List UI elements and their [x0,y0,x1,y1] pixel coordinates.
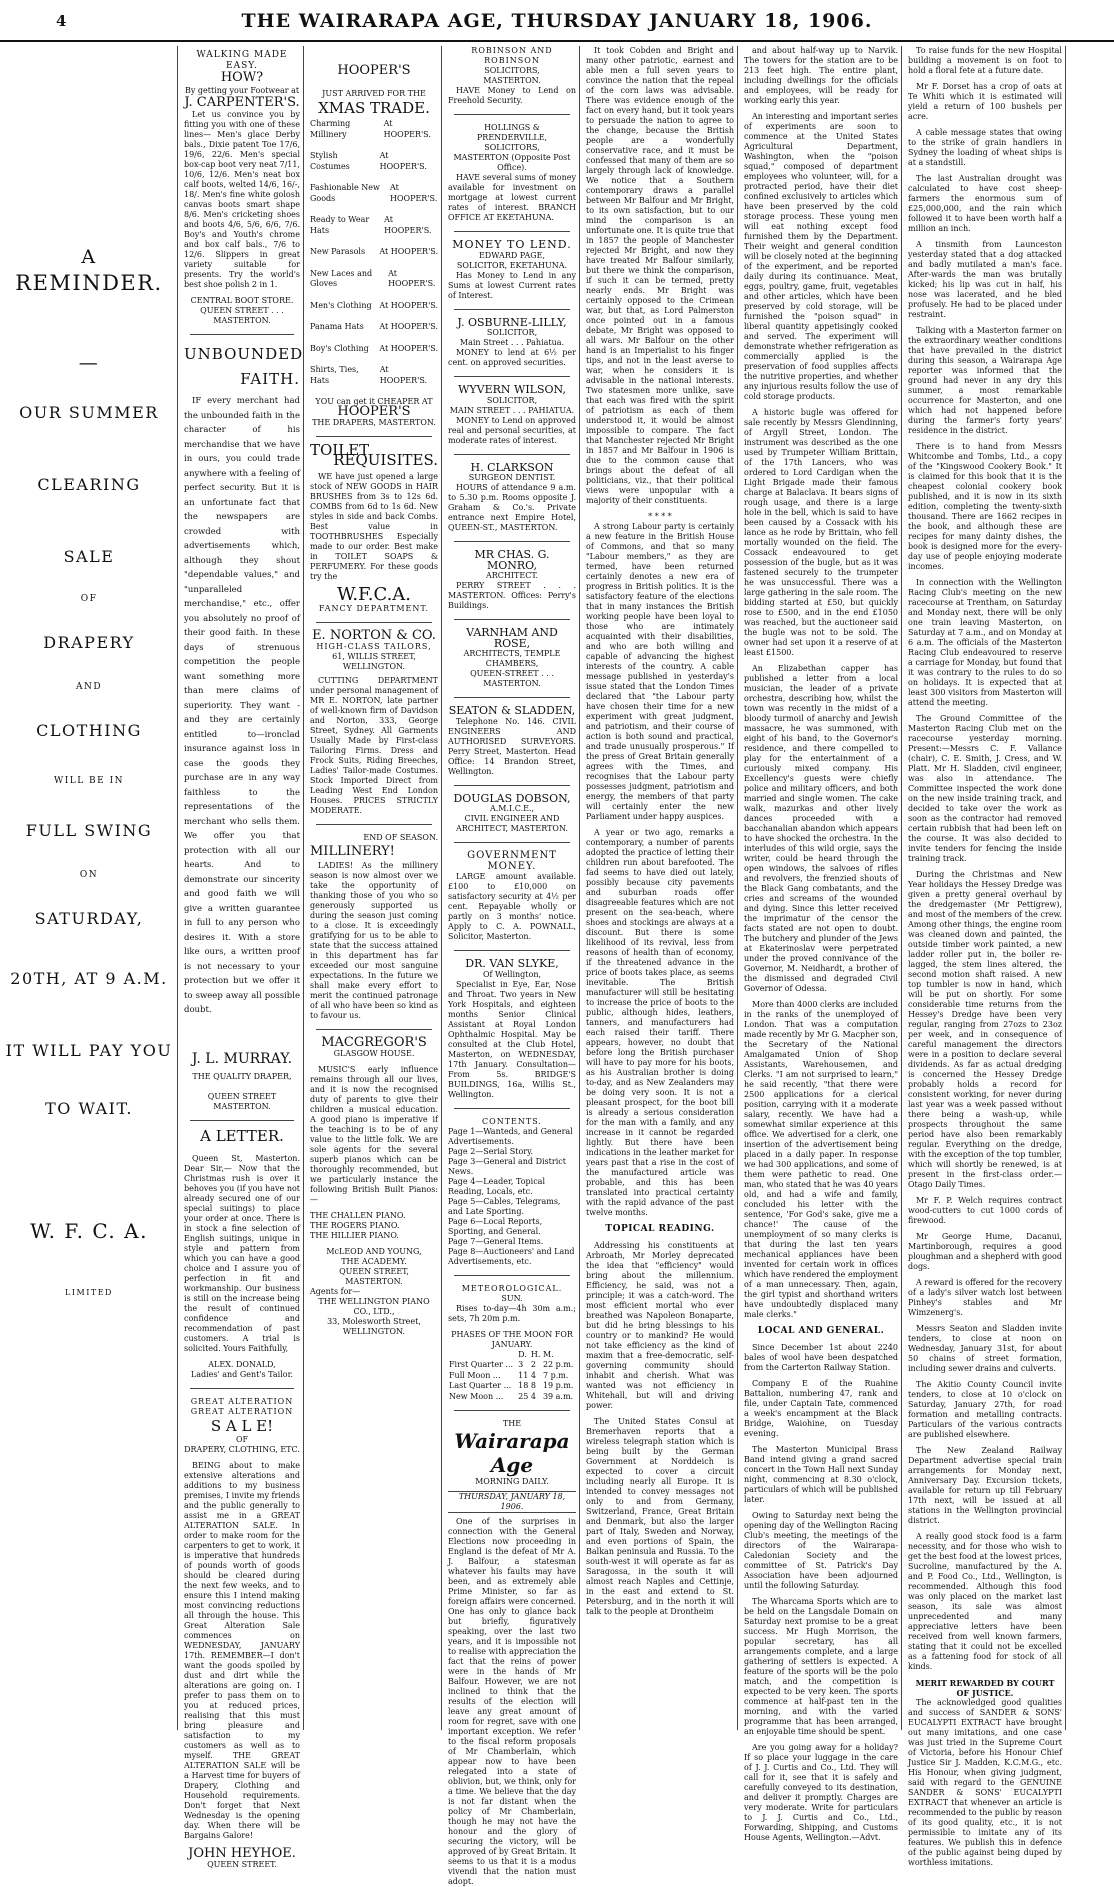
page-number: 4 [56,12,67,30]
list-item-label: New Laces and Gloves [310,268,373,288]
ad-heading: TOILET [310,440,370,459]
list-item: Page 2—Serial Story. [448,1146,534,1156]
ad-heading: J. OSBURNE-LILLY, [457,315,567,329]
ad-text: CIVIL ENGINEER AND ARCHITECT, MASTERTON. [455,814,569,833]
ad-text: SOLICITOR, [486,395,538,405]
ad-text: QUEEN STREET, MASTERTON. [339,1266,409,1286]
ad-text: 61, WILLIS STREET, WELLINGTON. [332,651,416,671]
piano-item: THE ROGERS PIANO. [310,1220,400,1230]
ad-text: OF [235,1435,249,1444]
paper-subtitle: MORNING DAILY. [475,1477,549,1486]
list-item: Page 5—Cables, Telegrams, and Late Sporting. [448,1196,561,1216]
ad-body: BEING about to make extensive alterations and additions to my business premises, I invite my friends and the public generally to assist me in a GREAT ALTERATION SALE. In order to make room for the carpenters to get to work, it is imperative that hundreds of pounds worth of goods should be cleared during the next few weeks, and to ensure this I intend making most convincing reductions all through the house. This Great Alteration Sale commences on WEDNESDAY, JANUARY 17th. REMEMBER—I don't want the goods spoiled by dust and dirt while the alterations are going on. I prefer to pass them on to you at reduced prices, realising that this must bring pleasure and satisfaction to my customers as well as to myself. THE GREAT ALTERATION SALE will be a Harvest time for buyers of Drapery, Clothing and Household requirements. Don't forget that Next Wednesday is the opening day. When there will be Bargains Galore! [184,1461,300,1840]
ad-heading: VARNHAM AND ROSE, [466,626,558,650]
ad-text: THE ACADEMY. [341,1256,407,1266]
article-paragraph: Mr F. Dorset has a crop of oats at Te Whiti which it is estimated will yield a return of 100 bushels per acre. [908,82,1062,121]
ad-text: SURGEON DENTIST. [468,473,556,482]
ad-heading: SEATON & SLADDEN, [448,704,576,717]
list-item-label: Panama Hats [310,322,364,331]
article-paragraph: It took Cobden and Bright and many other patriotic, earnest and able men a full seven years to convince the nation that the repeal of the corn laws was advisable. There was evidence enough of the fact on every hand, but it took years to persuade the nation to agree to the change, because the British people are a wonderfully conservative race, and it must be confessed that many of them are so largely through lack of knowledge. We notice that a Southern contemporary draws a parallel between Mr Balfour and Mr Bright, to its own satisfaction, but to our mind the comparison is an unfortunate one. It is quite true that in 1857 the people of Manchester rejected Mr Bright, and now they have treated Mr Balfour similarly, but there we think the comparison, if such it can be termed, pretty nearly ends. Mr Bright was certainly opposed to the Crimean war, but that, as Lord Palmerston once pointed out in a famous debate, Mr Bright was opposed to all wars. Mr Balfour on the other hand is an Imperialist to his finger tips, and not in the least averse to war, when he considers it is advisable in the national interests. Two statesmen more unlike, save that each was fired with the spirit of patriotism as each of them understood it, it would be almost impossible to compare. The fact that Manchester rejected Mr Bright in 1857 and Mr Balfour in 1906 is due to the common cause that brings about the defeat of all politicians, viz., that their political views were unpopular with a majority of their constituents. [586,46,734,505]
list-item-label: Boy's Clothing [310,343,369,353]
section-heading: SUN. [501,1293,523,1303]
piano-item: THE HILLIER PIANO. [310,1230,399,1240]
table-cell: Full Moon ... [449,1370,501,1380]
ad-body: Specialist in Eye, Ear, Nose and Throat. Two years in New York Hospitals, and eighteen months Senior Clinical Assistant at Royal London Ophthalmic Hospital. May be consulted at the Club Hotel, Masterton, on WEDNESDAY, 17th January. Consultation—From 5s. BRIDGE'S BUILDINGS, 16a, Willis St., Wellington. [448,979,576,1099]
ad-line: 20TH, AT 9 A.M. [10,969,168,988]
ad-heading: DR. VAN SLYKE, [465,957,559,970]
masthead [0,0,1114,42]
article-paragraph: Since December 1st about 2240 bales of wool have been despatched from the Carterton Railway Station. [744,1342,898,1372]
ad-text: Ladies' and Gent's Tailor. [190,1369,294,1379]
table-header: D. [518,1349,527,1359]
ad-heading: ROBINSON AND ROBINSON [471,46,553,65]
table-cell: 2 [530,1360,536,1369]
article-paragraph: The Ground Committee of the Masterton Racing Club met on the racecourse yesterday morning. Present:—Messrs C. F. Vallance (chair), C. E. Smith, J. Cress, and W. Platt. Mr H. Sladden, civil engineer, was also in attendance. The Committee inspected the work done on the new inside training track, and decided to take over the work as soon as the contractor had removed certain rubbish that had been left on the course. It was also decided to invite tenders for fencing the inside training track. [908,714,1062,863]
ad-heading: HOLLINGS & PRENDERVILLE, [476,123,548,142]
ad-text: Agents for— [310,1286,361,1296]
list-item-value: At HOOPER'S. [379,322,438,331]
ad-text: FANCY DEPARTMENT. [318,604,430,613]
list-item-label: Fashionable New Goods [310,183,380,203]
article-paragraph: During the Christmas and New Year holidays the Hessey Dredge was given a pretty general overhaul by the dredgemaster (Mr Pettigrew), and most of the members of the crew. Among other things, the engine room was cleaned down and painted, the outside timber work painted, a new ladder roller put in, the boiler re-lagged, the stem lines altered, the second motion shaft raised. A new top tumbler is now in hand, which will be put on shortly. For some considerable time returns from the Hessey's Dredge have been very regular, ranging from 27ozs to 23oz per week, and in consequence of careful management the directors were in a position to declare several dividends. As far as actual dredging is concerned the Hessey Dredge probably holds a record for consistent working, for never during last year was a week passed without there being a wash-up, while prospects throughout the same period have also been remarkably regular. Everything on the dredge, with the exception of the top tumbler, which will shortly be renewed, is at present in the first-class order.—Otago Daily Times. [908,870,1062,1189]
ad-text: Of Wellington, [482,969,542,979]
list-item-value: At HOOPER'S. [379,300,438,310]
ad-line: FULL SWING [25,821,153,840]
list-item: Page 3—General and District News. [448,1156,566,1176]
table-header: M. [542,1349,554,1359]
list-item [310,119,438,140]
ad-body: WE have just opened a large stock of NEW GOODS in HAIR BRUSHES from 3s to 12s 6d. COMBS from 6d to 1s 6d. New styles in side and back Combs. Best value in TOOTHBRUSHES Especially made to our order. Best make in TOILET SOAPS & PERFUMERY. For these goods try the [310,471,438,581]
list-item [310,269,438,290]
ad-line: LIMITED [65,1288,113,1297]
list-item [310,183,438,204]
ad-heading: MR CHAS. G. MONRO, [474,548,550,572]
ad-heading: GREAT ALTERATION [190,1406,294,1416]
table-header [448,1350,517,1361]
article-paragraph: The Akitio County Council invite tenders, to close at 10 o'clock on Saturday, January 27th, for road formation and metalling contracts. Particulars of the various contracts are published elsewhere. [908,1380,1062,1439]
table-cell: 39 a.m. [542,1391,574,1401]
list-item-value: At HOOPER'S. [379,247,438,256]
ad-body: MUSIC'S early influence remains through all our lives, and it is now the recognised duty of parents to give their children a musical education. A good piano is imperative if the teaching is to be of any value to the little folk. We are sole agents for the several superb pianos which can be thoroughly recommended, but we particularly instance the following British Built Pianos:— [310,1064,438,1204]
article-paragraph: A year or two ago, remarks a contemporary, a number of parents adopted the practice of letting their children run about barefooted. The fad seems to have died out lately, possibly because city pavements and suburban roads offer disagreeable features which are not present on the sea-beach, where shoes and stockings are always at a discount. But there is some likelihood of its revival, less from reasons of health than of economy, if the threatened advance in the price of boots takes place, as seems inevitable. The British manufacturer will still be hesitating to increase the price of boots to the public, although hides, leathers, tanners, and manufacturers had each raised their tariff. There appears, however, no doubt that before long the British purchaser will have to pay more for his boots, as his Australian brother is doing to-day, and as New Zealanders may be doing very soon. It is not a pleasant prospect, for the boot bill is already a serious consideration for the man with a family, and any increase in it cannot be regarded lightly. But there have been indications in the leather market for years past that a rise in the cost of the manufactured article was probable, and this has been translated into practical certainty with the rapid advance of the past twelve months. [586,828,734,1217]
ad-heading: GOVERNMENT MONEY. [467,850,557,872]
ad-body: HOURS of attendance 9 a.m. to 5.30 p.m. Rooms opposite J. Graham & Co.'s. Private entrance next Empire Hotel, QUEEN-ST., MASTERTON. [448,483,576,532]
ad-heading: J. CARPENTER'S. [184,94,300,110]
article-paragraph: Owing to Saturday next being the opening day of the Wellington Racing Club's meeting, the meetings of the directors of the Wairarapa-Caledonian Society and the committee of St. Patrick's Day Association have been adjourned until the following Saturday. [744,1510,898,1590]
ad-text: SOLICITOR, EKETAHUNA. [456,260,568,270]
ad-line: OF [80,594,98,604]
ad-line: W. F. C. A. [30,1219,148,1243]
article-paragraph: Messrs Seaton and Sladden invite tenders, to close at noon on Wednesday, January 31st, for about 50 chains of street formation, including sewer drains and culverts. [908,1324,1062,1373]
ad-body: PERRY STREET . . . MASTERTON. Offices: Perry's Buildings. [448,581,576,610]
ad-heading: MONEY TO LEND. [452,238,572,251]
ad-text: 33, Molesworth Street, [327,1316,421,1326]
ad-line: CLEARING [37,475,141,494]
article-paragraph: Talking with a Masterton farmer on the extraordinary weather conditions that have prevailed in the district during this season, a Wairarapa Age reporter was informed that the ground had never in any dry this summer, a most remarkable occurrence for Masterton, and one which had not happened before during the farmer's forty years' residence in the district. [908,326,1062,435]
table-cell: 22 p.m. [542,1360,574,1369]
list-item-label: Stylish Costumes [310,151,350,171]
table-cell: New Moon ... [449,1391,504,1401]
list-item [310,365,438,386]
ad-heading: DOUGLAS DOBSON, [453,791,571,805]
column-2 [180,46,304,1869]
list-item-value: At HOOPER'S. [379,151,427,171]
ad-heading: WYVERN WILSON, [458,383,566,396]
hoopers-list [310,119,438,386]
ad-text: McLEOD AND YOUNG, [326,1246,422,1256]
ad-text: EDWARD PAGE, [478,250,546,260]
contents-list [448,1127,576,1267]
ad-line: DRAPERY [43,633,135,652]
ad-body: IF every merchant had the unbounded faith in the character of his merchandise that we have in ours, you could trade anywhere with a feeling of perfect security. But it is an unfortunate fact that the newspapers are crowded with advertisements which, although they shout "dependable values," and "unparalleled merchandise," etc., offer you absolutely no proof of their good faith. In these days of strenuous competition the people want something more than mere claims of superiority. They want - and they are certainly entitled to—ironclad insurance against loss in case the goods they purchase are in any way faithless to the representations of the merchant who sells them. We offer you that protection with all our hearts. And to demonstrate our sincerity and good faith we will give a written guarantee in full to any person who desires it. With a store like ours, a written proof is not necessary to your protection but we offer it to sweep away all possible doubt. [184,396,300,1015]
ad-heading: XMAS TRADE. [318,98,430,117]
list-item [310,215,438,236]
list-item-value: At HOOPER'S. [379,365,428,385]
list-item: Page 1—Wanteds, and General Advertisements. [448,1126,573,1146]
list-item-label: Charming Millinery [310,119,351,139]
ad-body: HAVE several sums of money available for investment on mortgage at lowest current rates of interest. BRANCH OFFICE AT EKETAHUNA. [448,173,576,222]
paper-the: THE [502,1419,522,1428]
article-paragraph: Addressing his constituents at Arbroath, Mr Morley deprecated the idea that "efficiency" would bring about the millennium. Efficiency, he said, was not a principle; it was a catch-word. The most efficient mortal who ever breathed was Napoleon Bonaparte, but did he bring blessings to his country or to mankind? He would not take efficiency as the kind of maxim that a free-democratic, self-governing community should inhabit and cherish. What was wanted was not efficiency in Whitehall, but will and driving power. [586,1240,734,1410]
ad-line: ON [79,870,99,880]
ad-text: WELLINGTON. [342,1326,406,1336]
ad-line: TO WAIT. [45,1099,133,1118]
ad-body: HAVE Money to Lend on Freehold Security. [448,86,576,105]
list-item-value: At HOOPER'S. [389,183,438,203]
column-7 [904,46,1066,1867]
ad-text: THE QUALITY DRAPER, [192,1072,292,1081]
ad-body: Telephone No. 146. CIVIL ENGINEERS AND AUTHORISED SURVEYORS. Perry Street, Masterton. Head Office: 14 Brandon Street, Wellington. [448,716,576,776]
article-paragraph: Mr George Hume, Dacanui, Martinborough, requires a good ploughman and a shepherd with good dogs. [908,1232,1062,1271]
list-item-value: At HOOPER'S. [379,343,438,353]
ad-heading: MILLINERY! [310,843,395,859]
ad-line: — [78,352,100,374]
column-4 [444,46,580,1886]
list-item-label: Shirts, Ties, Hats [310,365,359,385]
table-cell: First Quarter ... [449,1360,514,1369]
table-cell: 11 [518,1370,529,1380]
table-cell: 3 [518,1360,524,1369]
ad-heading: HOW? [220,70,264,85]
section-heading: LOCAL AND GENERAL. [757,1326,885,1336]
paper-nameplate: Wairarapa Age [454,1429,570,1477]
ad-line: SATURDAY, [34,909,144,928]
ad-text: SOLICITOR, [486,328,538,337]
ad-heading: REQUISITES. [333,451,438,469]
ad-heading: J. L. MURRAY. [191,1050,293,1067]
ad-text: SOLICITORS, [484,66,540,75]
column-1-reminder-ad [0,46,178,1730]
ad-body: Has Money to Lend in any Sums at lowest Current rates of Interest. [448,270,576,300]
section-heading: TOPICAL READING. [605,1224,715,1234]
list-item: Page 8—Auctioneers' and Land Advertisements, etc. [448,1246,575,1266]
article-paragraph: A tinsmith from Launceston yesterday stated that a dog attacked and badly mutilated a man's face. After-wards the man was brutally kicked; his lip was cut in half, his nose was lacerated, and he bled profusely. He had to be placed under restraint. [908,240,1062,319]
table-row [448,1381,576,1392]
article-paragraph: A historic bugle was offered for sale recently by Messrs Glendinning, of Argyll Street, London. The instrument was described as the one used by Trumpeter William Brittain, of the 17th Lancers, who was ordered to Lord Cardigan when the Light Brigade made their famous charge at Balaclava. It bears signs of rough usage, and there is a large hole in the bell, which is said to have been caused by a Cossack with his lance as he rode by Brittain, who fell mortally wounded on the field. The Cossack endeavoured to get possession of the bugle, but as it was fastened securely to the trumpeter he was unsuccessful. There was a large gathering in the sale room. The bidding started at £50, but quickly rose to £500, and in the end £1050 was reached, but the auctioneer said the bugle was not to be sold. The owner had set upon it a reserve of at least £1500. [744,408,898,657]
piano-item: THE CHALLEN PIANO. [310,1210,406,1220]
ad-heading: E. NORTON & CO. [312,628,436,643]
ad-line: WILL BE IN [53,776,125,786]
newspaper-title: THE WAIRARAPA AGE, THURSDAY JANUARY 18, 1906. [241,10,873,32]
ad-text: QUEEN STREET. [207,1859,277,1869]
article-paragraph: and about half-way up to Narvik. The towers for the station are to be 213 feet high. The entire plant, including dwellings for the officials and employees, will be ready for working early this year. [744,46,898,105]
ad-line: OUR SUMMER [19,403,159,422]
ad-heading: A LETTER. [200,1127,284,1145]
ad-heading: W.F.C.A. [336,583,412,605]
ad-line: AND [75,682,103,692]
ad-body: Let us convince you by fitting you with one of these lines— Men's glace Derby bals., Dixie patent Toe 17/6, 19/6, 22/6. Men's special box-cap boot very neat 7/11, 10/6, 12/6. Men's neat box calf boots, welted 14/6, 16/-, 18/. Men's fine white golosh canvas boots smart shape 8/6. Men's cricketing shoes and boots 4/6, 5/6, 6/6, 7/6. Boy's and Youth's chrome and box calf bals., 7/6 to 12/6. Slippers in great variety suitable for presents. Try the world's best shoe polish 2 in 1. [184,110,300,289]
ad-text: ARCHITECTS, TEMPLE CHAMBERS, [463,649,561,668]
ad-text: QUEEN-STREET . . . MASTERTON. [470,669,554,688]
ad-body: Queen St, Masterton. Dear Sir,— Now that the Christmas rush is over it behoves you (if you have not already secured one of our special suitings) to place your order at once. There is in stock a fine selection of English suitings, unique in style and pattern from which you can have a good choice and I assure you of perfection in fit and workmanship. Our business is still on the increase being the result of continued confidence and recommendation of past customers. A trial is solicited. Yours Faithfully, [184,1153,300,1353]
table-cell: 18 [518,1381,529,1390]
ad-text: By getting your Footwear at [184,85,300,95]
article-paragraph: More than 4000 clerks are included in the ranks of the unemployed of London. That was a computation made recently by Mr G. Macpher son, the Secretary of the National Amalgamated Union of Shop Assistants, Warehousemen, and Clerks. "I am not surprised to learn," he said recently, "that there were 2500 applications for a clerical position, carrying with it a moderate salary, recently. We have had a somewhat similar experience at this office. We advertised for a clerk, one insertion of the advertisement being placed in a daily paper. In response we had 300 applications, and some of them were pathetic to read. One man, who stated that he was 40 years old, and had a wife and family, concluded his letter with the sentence, 'For God's sake, give me a chance!' The cause of the unemployment of so many clerks is that during the last ten years mechanical appliances have been invented for certain work in offices which have rendered the employment of a man unnecessary. Then, again, the girl typist and shorthand writers have undoubtedly displaced many male clerks." [744,1000,898,1319]
list-item-label: New Parasols [310,247,366,256]
ad-heading: FAITH. [240,369,300,388]
list-item [310,322,438,333]
ad-body: LARGE amount available. £100 to £10,000 on satisfactory security at 4½ per cent. Repayable wholly or partly on 3 months' notice. Apply to C. A. POWNALL, Solicitor, Masterton. [448,872,576,941]
section-heading: PHASES OF THE MOON FOR JANUARY. [451,1329,573,1349]
ad-line: CLOTHING [36,721,142,740]
ad-text: THE WELLINGTON PIANO CO., LTD., [318,1296,430,1316]
article-paragraph: The United States Consul at Bremerhaven reports that a wireless telegraph station which is being built by the German Government at Norddeich is expected to cover a circuit including nearly all Europe. It is intended to convey messages not only to and from Germany, Switzerland, France, Great Britain and Denmark, but also the larger part of Italy, Sweden and Norway, and even portions of Spain, the Balkan peninsula and Russia. To the south-west it will operate as far as Saragossa, in the south it will almost reach Naples and Cettinje, in the east and extend to St. Petersburg, and in the north it will talk to the people at Drontheim [586,1416,734,1616]
ad-body: LADIES! As the millinery season is now almost over we take the opportunity of thanking those of you who so generously supported us during the season just coming to a close. It is exceedingly gratifying for us to be able to state that the success attained in this department has far exceeded our most sanguine expectations. In the future we shall make every effort to merit the continued patronage of all who have been so kind as to favour us. [310,861,438,1020]
ad-text: Main Street . . . Pahiatua. [459,338,565,347]
table-cell: 25 [518,1391,529,1401]
ad-footer: CENTRAL BOOT STORE. QUEEN STREET . . . MASTERTON. [190,296,294,325]
article-paragraph: The Wharcama Sports which are to be held on the Langsdale Domain on Saturday next promise to be a great success. Mr Hugh Morrison, the popular secretary, has all arrangements complete, and a large gathering of settlers is expected. A feature of the sports will be the polo match, and the competition is expected to be very keen. The sports commence at half-past ten in the morning, and with the varied programme that has been arranged, an enjoyable time should be spent. [744,1596,898,1736]
ad-line: IT WILL PAY YOU [5,1041,173,1060]
article-paragraph: Company E of the Ruahine Battalion, numbering 47, rank and file, under Captain Tate, commenced a week's encampment at the Black Bridge, Waiohine, on Tuesday evening. [744,1378,898,1438]
ad-text: ARCHITECT. [485,571,539,580]
ad-heading: S A L E! [210,1416,274,1435]
leader-article: One of the surprises in connection with the General Elections now proceeding in England is the defeat of Mr A. J. Balfour, a statesman whatever his faults may have been, and as extremely able Prime Minister, so far as foreign affairs were concerned. One has only to glance back but briefly, figuratively speaking, over the last two years, and it is impossible not to realise with appreciation the fact that the reins of power were in the hands of Mr Balfour. However, we are not inclined to think that the results of the election will leave any great amount of room for regret, save with one important exception. We refer to the fiscal reform proposals of Mr Chamberlain, which appear now to have been relegated into a state of oblivion, but, we think, only for a time. We believe that the day is not far distant when the policy of Mr Chamberlain, though he may not have the honour and the glory of securing the victory, will be approved of by Great Britain. It seems to us that it is a modus vivendi that the nation must adopt. [448,1517,576,1886]
ad-heading: UNBOUNDED [184,345,304,363]
sun-times: Rises to-day—4h 30m a.m.; sets, 7h 20m p.m. [448,1303,576,1323]
list-item [310,301,438,312]
table-cell: 19 p.m. [542,1381,574,1390]
ad-text: HIGH-CLASS TAILORS, [316,641,432,651]
column-3 [306,46,442,1730]
table-cell: 4 [530,1370,536,1380]
list-item-value: At HOOPER'S. [383,119,431,139]
article-paragraph: A reward is offered for the recovery of a lady's silver watch lost between Pinhey's stables and Mr Wimzenerg's. [908,1278,1062,1317]
list-item-label: Men's Clothing [310,300,372,310]
ad-text: THE DRAPERS, MASTERTON. [312,417,436,427]
section-heading: MERIT REWARDED BY COURT OF JUSTICE. [915,1678,1055,1698]
list-item: Page 6—Local Reports, Sporting, and General. [448,1216,543,1236]
article-paragraph: The Masterton Municipal Brass Band intend giving a grand sacred concert in the Town Hall next Sunday night, commencing at 8.30 o'clock, particulars of which will be published later. [744,1444,898,1504]
table-cell: 7 p.m. [542,1370,569,1380]
article-paragraph: An Elizabethan capper has published a letter from a local musician, the leader of a private orchestra, describing how, whilst the town was recently in the midst of a bloody turmoil of anarchy and Jewish massacre, he was summoned, with eight of his band, to the Governor's residence, and there compelled to play for the entertainment of a curiously mixed company. His Excellency's guests were chiefly police and military officers, and both married and single women. The cake walk, mazurkas and other lively dances proceeded with a bacchanalian abandon which appears to have shocked the orchestra. In the interludes of this wild orgie, says the writer, could be heard through the open windows, the salvoes of rifles and revolvers, the frenzied shouts of the Black Gang combatants, and the cries and screams of the wounded and dying. Since this letter received the imprimatur of the censor the facts stated are not open to doubt. The butchery and plunder of the Jews at Ekaterinoslav were perpetrated under the proved connivance of the Governor, M. Neidhardt, a brother of the dismissed and degraded Civil Governor of Odessa. [744,664,898,993]
ad-text: MASTERTON. [483,76,541,85]
ad-text: YOU can get it CHEAPER AT [315,397,433,406]
table-row [448,1360,576,1371]
section-heading: METEOROLOGICAL. [461,1283,563,1293]
separator-stars: * * * * [648,512,672,521]
ad-heading: GREAT ALTERATION [190,1396,294,1406]
article-paragraph: To raise funds for the new Hospital building a movement is on foot to hold a floral fete at a future date. [908,46,1062,75]
list-item-label: Ready to Wear Hats [310,215,370,235]
list-item: Page 7—General Items. [448,1236,544,1246]
ad-text: SOLICITORS, [484,143,540,152]
ad-text: A.M.I.C.E., [489,804,535,813]
ad-heading: H. CLARKSON [470,460,554,474]
ad-text: QUEEN STREET MASTERTON. [207,1092,277,1111]
moon-phases-table [448,1350,576,1403]
paper-date: THURSDAY, JANUARY 18, 1906. [448,1491,576,1513]
table-cell: Last Quarter ... [449,1381,512,1390]
ad-line: A [81,246,97,268]
table-header: H. [530,1349,541,1359]
article-paragraph: A strong Labour party is certainly a new feature in the British House of Commons, and that so many "Labour members," as they are termed, have been returned certainly denotes a new era of progress in British politics. It is the satisfactory feature of the elections that in many instances the British working people have been loyal to those who are intimately acquainted with their disabilities, and who are both willing and capable of advancing the highest interests of the country. A cable message published in yesterday's issue stated that the London Times declared that "the Labour party have chosen their time for a new experiment with great judgment, and patriotism, and their course of action is both sound and practical, and trade unusually prosperous." If the press of Great Britain generally agrees with the Times, and recognises that the Labour party possesses judgment, patriotism and energy, the members of that party will certainly enter the new Parliament under happy auspices. [586,522,734,821]
list-item [310,344,438,355]
article-paragraph: A really good stock food is a farm necessity, and for those who wish to get the best food at the lowest prices, Sucroline, manufactured by the A. and P. Food Co., Ltd., Wellington, is recommended. Although this food was only placed on the market last season, its sale was almost unprecedented and many appreciative letters have been received from well known farmers, stating that it could not be excelled as a fattening food for stock of all kinds. [908,1532,1062,1671]
ad-text: ALEX. DONALD, [208,1359,276,1369]
article-paragraph: There is to hand from Messrs Whitcombe and Tombs, Ltd., a copy of the "Kingswood Cookery Book." It is claimed for this book that it is the cheapest colonial cookery book published, and it is now in its sixth edition, completing the twenty-sixth thousand. There are 1662 recipes in the book, and although these are recipes for many dainty dishes, the book is designed more for the every-day use of people enjoying moderate incomes. [908,442,1062,571]
list-item [310,247,438,258]
table-cell: 8 [530,1381,536,1390]
ad-line: REMINDER. [15,271,163,295]
ad-text: MAIN STREET . . . PAHIATUA. [449,405,575,415]
section-heading: CONTENTS. [482,1116,542,1126]
table-row [448,1371,576,1382]
table-row [448,1392,576,1403]
article-paragraph: A cable message states that owing to the strike of grain handlers in Sydney the loading of wheat ships is at a standstill. [908,128,1062,167]
list-item-value: At HOOPER'S. [388,268,436,288]
ad-heading: JOHN HEYHOE. [188,1846,296,1861]
article-paragraph: The acknowledged good qualities and success of SANDER & SONS' EUCALYPTI EXTRACT have brought out many imitations, and one case was just tried in the Supreme Court of Victoria, before his Honour Chief Justice Sir J. Madden, K.C.M.G., etc. His Honour, when giving judgment, said with regard to the GENUINE SANDER & SONS' EUCALYPTI EXTRACT that whenever an article is recommended to the public by reason of its good quality, etc., it is not permissible to imitate any of its features. We publish this in defence of the public against being duped by worthless imitations. [908,1698,1062,1867]
column-6 [740,46,902,1842]
table-header-row [448,1350,576,1361]
table-cell: 4 [530,1391,536,1401]
ad-body: MONEY to lend at 6½ per cent. on approved securities. [448,348,576,367]
article-paragraph: In connection with the Wellington Racing Club's meeting on the new racecourse at Trentham, on Saturday and Monday next, there will be only one train leaving Masterton, on Saturday at 7 a.m., and on Monday at 6 a.m. The officials of the Masterton Racing Club endeavoured to reserve a carriage for Monday, but found that it was contrary to the rules to do so on holidays. It is expected that at least 300 visitors from Masterton will attend the meeting. [908,578,1062,707]
ad-text: JUST ARRIVED FOR THE [322,88,426,98]
ad-body: MONEY to Lend on approved real and personal securities, at moderate rates of interest. [448,415,576,445]
ad-body: CUTTING DEPARTMENT under personal management of MR E. NORTON, late partner of well-known firm of Davidson and Norton, 333, George Street, Sydney. All Garments Usually Made by First-class Tailoring Firms. Dress and Frock Suits, Riding Breeches, Ladies' Tailor-made Costumes. Stock Imported Direct from Leading West End London Houses. PRICES STRICTLY MODERATE. [310,675,438,815]
ad-line: SALE [63,547,115,566]
article-paragraph: An interesting and important series of experiments are soon to commence at the United States Agricultural Department, Washington, when the "poison squad," composed of department employees who volunteer, will, for a protracted period, have their diet confined exclusively to articles which have been preserved by the cold storage process. These young men will eat nothing except food furnished them by the Department. Their weight and general condition will be closely noted at the beginning of the experiment, and be reported daily during its continuance. Meat, eggs, poultry, game, fruit, vegetables and other articles, which have been preserved by cold storage, will be furnished the "poison squad" in liberal quantity appetisingly cooked and served. The experiment will demonstrate whether refrigeration as commercially applied is the preservation of food supplies affects the nutritive properties, and whether any injurious results follow the use of cold storage products. [744,112,898,401]
column-5 [582,46,738,1730]
article-paragraph: Are you going away for a holiday? If so place your luggage in the care of J. J. Curtis and Co., Ltd. They will call for it, see that it is safely and carefully conveyed to its destination, and deliver it promptly. Charges are very moderate. Write for particulars to J. J. Curtis and Co., Ltd., Forwarding, Shipping, and Customs House Agents, Wellington.—Advt. [744,1742,898,1842]
ad-heading: HOOPER'S [337,63,411,78]
ad-heading: HOOPER'S [337,404,411,419]
ad-text: GLASGOW HOUSE. [333,1048,415,1058]
ad-heading: MACGREGOR'S [321,1035,427,1050]
list-item: Page 4—Leader, Topical Reading, Locals, etc. [448,1176,546,1196]
article-paragraph: Mr F. P. Welch requires contract wood-cutters to cut 1000 cords of firewood. [908,1196,1062,1225]
ad-text: DRAPERY, CLOTHING, ETC. [184,1445,300,1454]
ad-text: MASTERTON (Opposite Post Office). [453,153,571,172]
article-paragraph: The New Zealand Railway Department advertise special train arrangements for Monday next, Anniversary Day. Excursion tickets, available for return up till February 17th next, will be issued at all stations in the Wellington provincial district. [908,1446,1062,1525]
article-paragraph: The last Australian drought was calculated to have cost sheep-farmers the enormous sum of £25,000,000, and the rain which followed it to have been worth half a million an inch. [908,174,1062,233]
list-item-value: At HOOPER'S. [384,215,432,235]
ad-text: END OF SEASON. [363,832,438,842]
ad-heading: WALKING MADE EASY. [196,50,288,71]
list-item [310,151,438,172]
